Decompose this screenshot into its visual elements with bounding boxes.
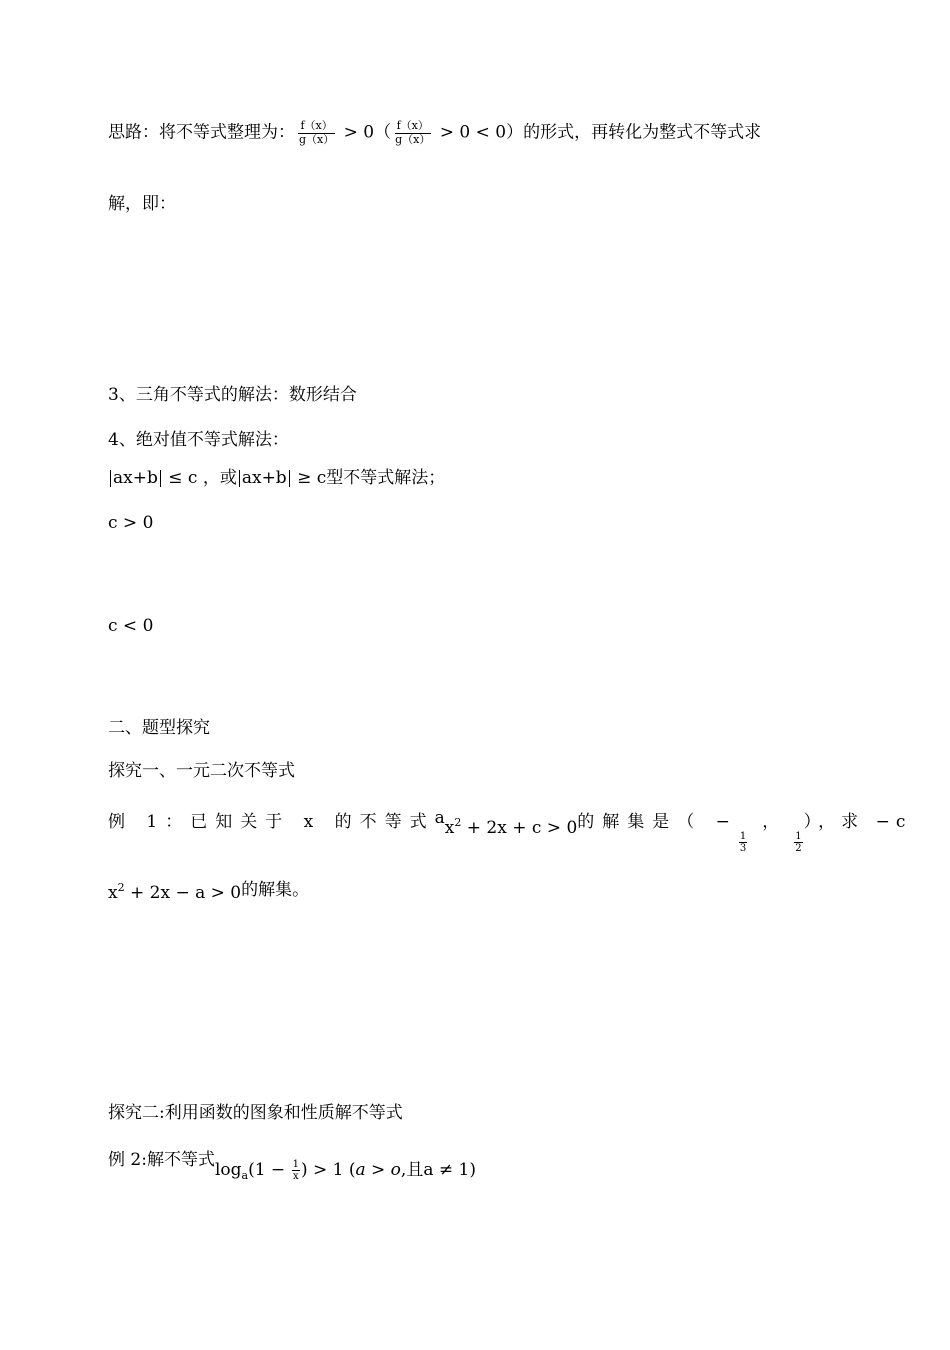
fraction-fx-gx: $\frac{f(x)}{g(x)}$	[299, 119, 335, 146]
item-abs-inequality: 4、绝对值不等式解法：	[108, 430, 289, 450]
section-title: 二、题型探究	[108, 718, 210, 738]
explore-two-title: 探究二:利用函数的图象和性质解不等式	[108, 1103, 403, 1123]
fraction-one-over-x: $\frac{1}{x}$	[292, 1159, 299, 1182]
example-one: 例 1：已知关于 x 的不等式$ax^2 + 2x + c > 0$的解集是（ − $\frac{1}{3}$ ， $\frac{1}{2}$ ），求 −c	[108, 808, 912, 854]
example-one-continued: $x^2 + 2x - a > 0$的解集。	[108, 880, 310, 903]
idea-line: 思路：将不等式整理为： $\frac{f(x)}{g(x)}$ > 0（ $\frac{f(x)}{g(x)}$ > 0 < 0）的形式，再转化为整式不等式求	[108, 119, 762, 146]
item-trig-inequality: 3、三角不等式的解法：数形结合	[108, 385, 357, 405]
idea-prefix: 思路：将不等式整理为：	[108, 122, 295, 143]
fraction-fx-gx-2: $\frac{f(x)}{g(x)}$	[395, 119, 431, 146]
case-c-positive: c > 0	[108, 513, 154, 533]
fraction-one-half: $\frac{1}{2}$	[795, 831, 802, 854]
case-c-negative: c < 0	[108, 616, 154, 636]
explore-one-title: 探究一、一元二次不等式	[108, 761, 295, 781]
example-two: 例 2:解不等式$\log_a(1$ − $\frac{1}{x}$ ) > 1 (a > o,且a ≠ 1)	[108, 1150, 476, 1182]
abs-inequality-forms: ax+b ≤ c ，或 ax+b ≥ c型不等式解法；	[108, 470, 445, 487]
fraction-one-third: $\frac{1}{3}$	[739, 831, 747, 854]
idea-line-continued: 解，即：	[108, 194, 176, 214]
